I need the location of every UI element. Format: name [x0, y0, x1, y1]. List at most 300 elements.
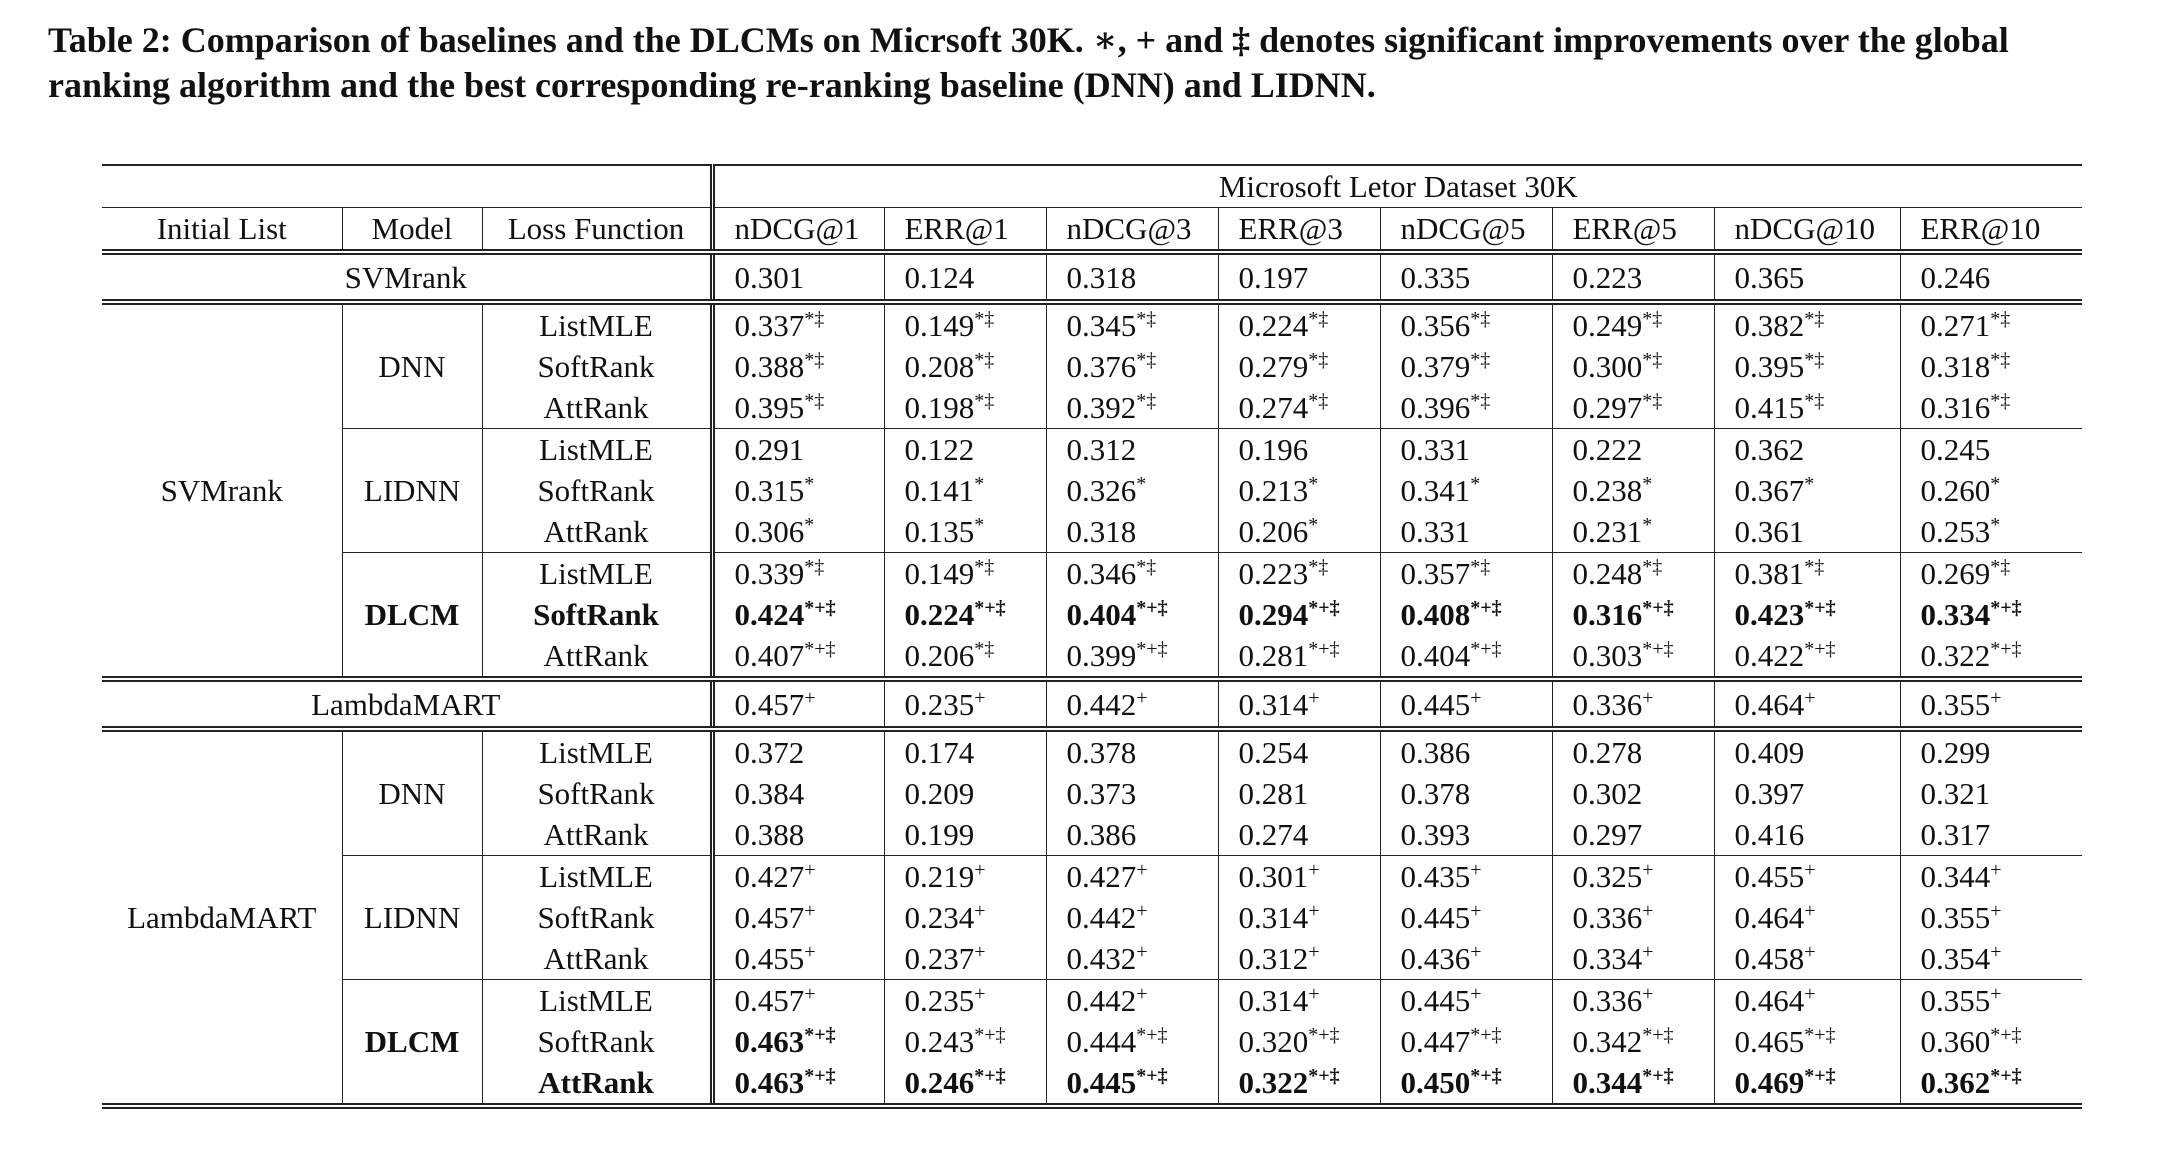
metric-value: 0.455 — [734, 941, 805, 976]
metric-cell — [884, 252, 1046, 302]
metric-value: 0.395 — [734, 390, 805, 425]
metric-cell — [884, 594, 1046, 635]
significance-marker: + — [974, 941, 986, 963]
metric-value: 0.206 — [904, 638, 975, 673]
model-label: DLCM — [342, 553, 482, 680]
metric-cell — [712, 856, 884, 898]
metric-value: 0.395 — [1734, 349, 1805, 384]
significance-marker: *+‡ — [1990, 597, 2022, 619]
model-label: DNN — [342, 302, 482, 429]
metric-cell — [884, 346, 1046, 387]
metric-value: 0.300 — [1572, 349, 1643, 384]
metric-value: 0.404 — [1400, 638, 1471, 673]
significance-marker: *‡ — [1136, 556, 1157, 578]
metric-cell — [1046, 553, 1218, 595]
metric-value: 0.379 — [1400, 349, 1471, 384]
loss-function-label: AttRank — [482, 511, 712, 553]
significance-marker: *+‡ — [1308, 1024, 1340, 1046]
metric-value: 0.447 — [1400, 1024, 1471, 1059]
significance-marker: *‡ — [974, 308, 995, 330]
svmrank-baseline-row — [102, 252, 2082, 302]
metric-cell — [1046, 252, 1218, 302]
loss-function-label: ListMLE — [482, 553, 712, 595]
metric-value: 0.279 — [1238, 349, 1309, 384]
metric-value: 0.445 — [1066, 1065, 1137, 1100]
metric-cell — [1552, 635, 1714, 679]
col-header-metric: ERR@10 — [1900, 208, 2082, 253]
metric-value: 0.455 — [1734, 859, 1805, 894]
metric-value: 0.196 — [1238, 432, 1309, 467]
significance-marker: *‡ — [974, 390, 995, 412]
model-label: DNN — [342, 729, 482, 856]
significance-marker: *‡ — [1470, 556, 1491, 578]
table-row — [102, 302, 2082, 346]
metric-value: 0.397 — [1734, 776, 1805, 811]
metric-value: 0.294 — [1238, 597, 1309, 632]
metric-value: 0.463 — [734, 1065, 805, 1100]
metric-value: 0.312 — [1238, 941, 1309, 976]
significance-marker: *‡ — [1308, 556, 1329, 578]
metric-cell — [1046, 679, 1218, 729]
metric-value: 0.149 — [904, 308, 975, 343]
metric-value: 0.317 — [1920, 817, 1991, 852]
metric-cell — [884, 729, 1046, 773]
significance-marker: *‡ — [1990, 556, 2011, 578]
metric-cell — [1552, 1062, 1714, 1106]
significance-marker: + — [1990, 900, 2002, 922]
metric-cell — [1714, 980, 1900, 1022]
metric-value: 0.331 — [1400, 432, 1471, 467]
metric-cell — [884, 773, 1046, 814]
metric-value: 0.281 — [1238, 776, 1309, 811]
metric-value: 0.197 — [1238, 259, 1309, 295]
metric-value: 0.457 — [734, 900, 805, 935]
metric-cell — [1380, 938, 1552, 980]
metric-cell — [1046, 387, 1218, 429]
metric-cell — [1046, 814, 1218, 856]
metric-value: 0.362 — [1920, 1065, 1991, 1100]
table-row — [102, 729, 2082, 773]
metric-value: 0.234 — [904, 900, 975, 935]
metric-cell — [1380, 553, 1552, 595]
metric-value: 0.281 — [1238, 638, 1309, 673]
metric-value: 0.376 — [1066, 349, 1137, 384]
metric-value: 0.445 — [1400, 983, 1471, 1018]
metric-cell — [1552, 856, 1714, 898]
significance-marker: *+‡ — [974, 597, 1006, 619]
metric-value: 0.315 — [734, 473, 805, 508]
metric-value: 0.345 — [1066, 308, 1137, 343]
metric-value: 0.299 — [1920, 735, 1991, 770]
metric-value: 0.306 — [734, 514, 805, 549]
metric-cell — [1380, 773, 1552, 814]
metric-cell — [1046, 470, 1218, 511]
metric-cell — [1552, 429, 1714, 471]
metric-value: 0.360 — [1920, 1024, 1991, 1059]
metric-cell — [1218, 346, 1380, 387]
metric-cell — [1552, 773, 1714, 814]
metric-cell — [884, 429, 1046, 471]
metric-value: 0.198 — [904, 390, 975, 425]
metric-cell — [1380, 814, 1552, 856]
metric-cell — [1900, 679, 2082, 729]
metric-value: 0.318 — [1066, 514, 1137, 549]
table-row — [102, 429, 2082, 471]
metric-cell — [1552, 511, 1714, 553]
metric-value: 0.219 — [904, 859, 975, 894]
metric-value: 0.213 — [1238, 473, 1309, 508]
metric-value: 0.260 — [1920, 473, 1991, 508]
metric-value: 0.422 — [1734, 638, 1805, 673]
significance-marker: + — [1308, 859, 1320, 881]
significance-marker: *+‡ — [974, 1065, 1006, 1087]
loss-function-label: SoftRank — [482, 773, 712, 814]
metric-cell — [1714, 429, 1900, 471]
metric-value: 0.336 — [1572, 900, 1643, 935]
metric-cell — [1900, 635, 2082, 679]
metric-value: 0.274 — [1238, 817, 1309, 852]
significance-marker: *‡ — [1642, 556, 1663, 578]
initial-list-label: LambdaMART — [102, 729, 342, 1106]
table-caption: Table 2: Comparison of baselines and the DLCMs on Micrsoft 30K. ∗, + and ‡ denotes significant improvements over the global ranking algorithm and the best corresponding re-ranking baseline (DNN) and LIDNN. — [48, 20, 2009, 105]
metric-cell — [1552, 814, 1714, 856]
significance-marker: *‡ — [974, 556, 995, 578]
metric-value: 0.253 — [1920, 514, 1991, 549]
significance-marker: * — [1804, 473, 1815, 495]
significance-marker: *+‡ — [1470, 597, 1502, 619]
metric-cell — [884, 553, 1046, 595]
significance-marker: + — [1990, 941, 2002, 963]
dataset-header-row — [102, 165, 2082, 208]
metric-value: 0.149 — [904, 556, 975, 591]
metric-cell — [712, 429, 884, 471]
metric-cell — [1552, 553, 1714, 595]
metric-cell — [1714, 773, 1900, 814]
significance-marker: + — [804, 983, 816, 1005]
metric-value: 0.174 — [904, 735, 975, 770]
significance-marker: *+‡ — [804, 597, 836, 619]
metric-cell — [1552, 729, 1714, 773]
metric-cell — [1046, 1062, 1218, 1106]
metric-value: 0.373 — [1066, 776, 1137, 811]
metric-value: 0.384 — [734, 776, 805, 811]
significance-marker: *+‡ — [1136, 1024, 1168, 1046]
significance-marker: *+‡ — [1470, 638, 1502, 660]
metric-cell — [712, 553, 884, 595]
model-label: LIDNN — [342, 429, 482, 553]
significance-marker: *+‡ — [1308, 1065, 1340, 1087]
metric-value: 0.318 — [1920, 349, 1991, 384]
metric-value: 0.355 — [1920, 900, 1991, 935]
metric-value: 0.392 — [1066, 390, 1137, 425]
significance-marker: + — [974, 686, 986, 709]
metric-value: 0.301 — [1238, 859, 1309, 894]
significance-marker: *‡ — [1470, 349, 1491, 371]
metric-value: 0.464 — [1734, 686, 1805, 722]
metric-cell — [1218, 679, 1380, 729]
significance-marker: + — [1136, 941, 1148, 963]
significance-marker: + — [1308, 983, 1320, 1005]
metric-value: 0.423 — [1734, 597, 1805, 632]
metric-value: 0.367 — [1734, 473, 1805, 508]
metric-value: 0.442 — [1066, 900, 1137, 935]
significance-marker: *+‡ — [1308, 638, 1340, 660]
metric-value: 0.223 — [1238, 556, 1309, 591]
col-header-metric: ERR@1 — [884, 208, 1046, 253]
results-table-body — [102, 252, 2082, 1106]
metric-value: 0.302 — [1572, 776, 1643, 811]
metric-cell — [1714, 594, 1900, 635]
significance-marker: + — [1804, 900, 1816, 922]
significance-marker: *‡ — [1804, 308, 1825, 330]
metric-value: 0.442 — [1066, 686, 1137, 722]
metric-value: 0.409 — [1734, 735, 1805, 770]
significance-marker: + — [1804, 686, 1816, 709]
metric-value: 0.337 — [734, 308, 805, 343]
metric-value: 0.243 — [904, 1024, 975, 1059]
significance-marker: *+‡ — [1136, 638, 1168, 660]
significance-marker: * — [1308, 473, 1319, 495]
metric-cell — [1714, 856, 1900, 898]
metric-cell — [712, 302, 884, 346]
metric-cell — [1218, 897, 1380, 938]
metric-value: 0.458 — [1734, 941, 1805, 976]
metric-value: 0.278 — [1572, 735, 1643, 770]
significance-marker: + — [974, 900, 986, 922]
col-header-metric: nDCG@5 — [1380, 208, 1552, 253]
significance-marker: *+‡ — [1642, 638, 1674, 660]
metric-value: 0.246 — [904, 1065, 975, 1100]
metric-cell — [1046, 511, 1218, 553]
metric-cell — [712, 938, 884, 980]
metric-cell — [712, 814, 884, 856]
metric-cell — [712, 897, 884, 938]
significance-marker: *+‡ — [1804, 1024, 1836, 1046]
metric-value: 0.249 — [1572, 308, 1643, 343]
metric-cell — [1218, 553, 1380, 595]
significance-marker: *‡ — [804, 556, 825, 578]
significance-marker: + — [1136, 900, 1148, 922]
metric-cell — [1900, 980, 2082, 1022]
metric-value: 0.396 — [1400, 390, 1471, 425]
significance-marker: *‡ — [1136, 349, 1157, 371]
metric-value: 0.432 — [1066, 941, 1137, 976]
significance-marker: *+‡ — [804, 1065, 836, 1087]
significance-marker: * — [1642, 473, 1653, 495]
metric-value: 0.248 — [1572, 556, 1643, 591]
metric-cell — [1046, 429, 1218, 471]
significance-marker: * — [1308, 514, 1319, 536]
dataset-header: Microsoft Letor Dataset 30K — [712, 165, 2082, 208]
metric-cell — [1714, 302, 1900, 346]
significance-marker: + — [1642, 859, 1654, 881]
metric-cell — [1900, 252, 2082, 302]
metric-cell — [1552, 387, 1714, 429]
metric-cell — [1380, 729, 1552, 773]
metric-cell — [1380, 346, 1552, 387]
loss-function-label: AttRank — [482, 635, 712, 679]
significance-marker: *+‡ — [1642, 1024, 1674, 1046]
significance-marker: + — [1136, 686, 1148, 709]
loss-function-label: SoftRank — [482, 897, 712, 938]
significance-marker: + — [1470, 983, 1482, 1005]
metric-value: 0.314 — [1238, 686, 1309, 722]
loss-function-label: SoftRank — [482, 470, 712, 511]
significance-marker: *‡ — [1804, 349, 1825, 371]
metric-cell — [1714, 938, 1900, 980]
col-header-initial-list: Initial List — [102, 208, 342, 253]
metric-value: 0.231 — [1572, 514, 1643, 549]
metric-value: 0.399 — [1066, 638, 1137, 673]
col-header-model: Model — [342, 208, 482, 253]
metric-value: 0.237 — [904, 941, 975, 976]
loss-function-label: SoftRank — [482, 346, 712, 387]
metric-value: 0.238 — [1572, 473, 1643, 508]
significance-marker: *‡ — [1642, 390, 1663, 412]
metric-cell — [712, 773, 884, 814]
metric-cell — [1552, 252, 1714, 302]
significance-marker: *+‡ — [1470, 1024, 1502, 1046]
metric-value: 0.356 — [1400, 308, 1471, 343]
loss-function-label: SoftRank — [482, 1021, 712, 1062]
significance-marker: *+‡ — [1804, 597, 1836, 619]
significance-marker: + — [974, 983, 986, 1005]
col-header-metric: nDCG@3 — [1046, 208, 1218, 253]
metric-cell — [884, 1021, 1046, 1062]
loss-function-label: SoftRank — [482, 594, 712, 635]
metric-value: 0.344 — [1920, 859, 1991, 894]
metric-value: 0.322 — [1238, 1065, 1309, 1100]
metric-value: 0.355 — [1920, 686, 1991, 722]
metric-cell — [1046, 1021, 1218, 1062]
significance-marker: *‡ — [1804, 390, 1825, 412]
metric-cell — [1900, 594, 2082, 635]
significance-marker: *‡ — [1136, 308, 1157, 330]
metric-cell — [884, 814, 1046, 856]
metric-value: 0.135 — [904, 514, 975, 549]
metric-value: 0.372 — [734, 735, 805, 770]
metric-cell — [1046, 897, 1218, 938]
metric-cell — [1380, 470, 1552, 511]
metric-cell — [1900, 387, 2082, 429]
metric-value: 0.357 — [1400, 556, 1471, 591]
metric-value: 0.224 — [904, 597, 975, 632]
metric-cell — [884, 511, 1046, 553]
metric-cell — [1046, 635, 1218, 679]
metric-value: 0.388 — [734, 349, 805, 384]
metric-value: 0.336 — [1572, 686, 1643, 722]
metric-cell — [712, 1021, 884, 1062]
metric-cell — [1380, 387, 1552, 429]
metric-value: 0.321 — [1920, 776, 1991, 811]
significance-marker: * — [1642, 514, 1653, 536]
col-header-metric: nDCG@1 — [712, 208, 884, 253]
metric-cell — [1552, 594, 1714, 635]
metric-value: 0.442 — [1066, 983, 1137, 1018]
metric-cell — [1552, 679, 1714, 729]
metric-value: 0.245 — [1920, 432, 1991, 467]
metric-value: 0.326 — [1066, 473, 1137, 508]
significance-marker: *‡ — [804, 390, 825, 412]
metric-cell — [1714, 635, 1900, 679]
metric-cell — [1046, 980, 1218, 1022]
metric-value: 0.388 — [734, 817, 805, 852]
metric-value: 0.407 — [734, 638, 805, 673]
metric-value: 0.334 — [1572, 941, 1643, 976]
metric-cell — [884, 387, 1046, 429]
table-row — [102, 856, 2082, 898]
metric-cell — [712, 635, 884, 679]
metric-cell — [1218, 302, 1380, 346]
metric-value: 0.318 — [1066, 259, 1137, 295]
metric-value: 0.301 — [734, 259, 805, 295]
metric-value: 0.469 — [1734, 1065, 1805, 1100]
metric-value: 0.464 — [1734, 983, 1805, 1018]
significance-marker: *+‡ — [1804, 1065, 1836, 1087]
loss-function-label: ListMLE — [482, 302, 712, 346]
metric-cell — [1218, 511, 1380, 553]
metric-value: 0.435 — [1400, 859, 1471, 894]
metric-value: 0.291 — [734, 432, 805, 467]
metric-value: 0.246 — [1920, 259, 1991, 295]
metric-value: 0.271 — [1920, 308, 1991, 343]
metric-cell — [1714, 1021, 1900, 1062]
significance-marker: + — [804, 900, 816, 922]
metric-value: 0.209 — [904, 776, 975, 811]
metric-value: 0.386 — [1400, 735, 1471, 770]
metric-value: 0.206 — [1238, 514, 1309, 549]
baseline-label: SVMrank — [102, 252, 712, 302]
metric-cell — [1714, 679, 1900, 729]
metric-cell — [1900, 1021, 2082, 1062]
metric-cell — [1714, 346, 1900, 387]
metric-value: 0.122 — [904, 432, 975, 467]
results-table-container — [102, 164, 2082, 1109]
metric-cell — [1380, 302, 1552, 346]
significance-marker: *+‡ — [1804, 638, 1836, 660]
significance-marker: *+‡ — [1990, 638, 2022, 660]
metric-cell — [1552, 980, 1714, 1022]
significance-marker: * — [1990, 514, 2001, 536]
metric-value: 0.331 — [1400, 514, 1471, 549]
metric-value: 0.320 — [1238, 1024, 1309, 1059]
significance-marker: *+‡ — [1136, 1065, 1168, 1087]
significance-marker: + — [1136, 983, 1148, 1005]
significance-marker: *+‡ — [1470, 1065, 1502, 1087]
metric-cell — [1046, 938, 1218, 980]
metric-value: 0.381 — [1734, 556, 1805, 591]
metric-cell — [1218, 429, 1380, 471]
metric-cell — [1714, 511, 1900, 553]
metric-cell — [1900, 856, 2082, 898]
col-header-metric: ERR@3 — [1218, 208, 1380, 253]
metric-value: 0.235 — [904, 983, 975, 1018]
metric-value: 0.341 — [1400, 473, 1471, 508]
metric-cell — [884, 470, 1046, 511]
significance-marker: + — [804, 686, 816, 709]
significance-marker: + — [1308, 900, 1320, 922]
metric-cell — [712, 470, 884, 511]
metric-value: 0.222 — [1572, 432, 1643, 467]
significance-marker: + — [1642, 686, 1654, 709]
metric-cell — [1552, 897, 1714, 938]
metric-value: 0.445 — [1400, 686, 1471, 722]
metric-cell — [1380, 635, 1552, 679]
metric-cell — [1714, 387, 1900, 429]
metric-value: 0.344 — [1572, 1065, 1643, 1100]
metric-value: 0.427 — [734, 859, 805, 894]
significance-marker: *‡ — [1990, 349, 2011, 371]
